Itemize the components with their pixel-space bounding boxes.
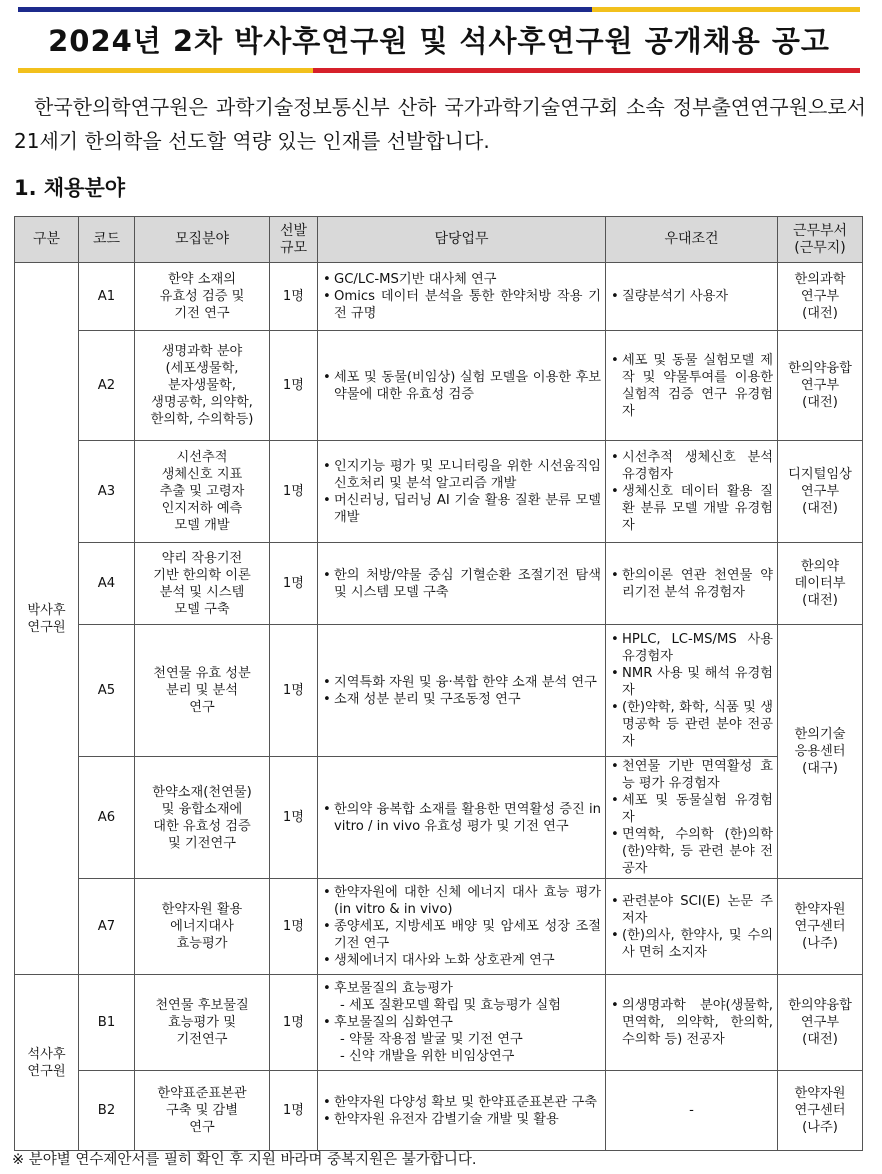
- section-heading: 1. 채용분야: [14, 176, 126, 200]
- header-category: 구분: [15, 217, 79, 263]
- bullet-item: • GC/LC-MS기반 대사체 연구: [334, 271, 601, 288]
- line: 기전 연구: [174, 306, 230, 321]
- line: 모델 개발: [174, 518, 230, 533]
- dept-cell: [778, 543, 863, 625]
- bullet-list: [610, 288, 773, 305]
- table-row: [15, 441, 863, 543]
- line: 약리 작용기전: [161, 550, 243, 566]
- line: 한약자원 활용: [161, 902, 243, 917]
- line: 연구부: [800, 289, 840, 304]
- bullet-item: • 천연물 기반 면역활성 효능 평가 유경험자: [622, 758, 773, 792]
- prefs-cell: [606, 543, 778, 625]
- table-row: [15, 625, 863, 757]
- line: 구축 및 감별: [165, 1103, 239, 1118]
- bullet-item: • 세포 및 동물 실험모델 제작 및 약물투여를 이용한 실험적 검증 연구 유경험자: [622, 352, 773, 420]
- bullet-item: • (한)약학, 화학, 식품 및 생명공학 등 관련 분야 전공자: [622, 699, 773, 750]
- line: (세포생물학,: [165, 361, 239, 376]
- dept-cell: [778, 331, 863, 441]
- bullet-list: [322, 458, 601, 526]
- bullet-text: 후보물질의 심화연구: [334, 1015, 453, 1030]
- bullet-list: [322, 271, 601, 322]
- count-cell: 1명: [270, 1071, 318, 1151]
- title-bottom-stripe: [18, 68, 860, 73]
- table-row: [15, 1071, 863, 1151]
- duties-cell: [318, 543, 606, 625]
- code-cell: B1: [79, 975, 135, 1071]
- line: (나주): [802, 936, 838, 951]
- line: (대전): [802, 306, 838, 321]
- sub-item: - 신약 개발을 위한 비임상연구: [340, 1049, 515, 1064]
- bullet-item: • 한의 처방/약물 중심 기혈순환 조절기전 탐색 및 시스템 모델 구축: [334, 567, 601, 601]
- bullet-item: [334, 980, 601, 1014]
- line: 응용센터: [794, 744, 846, 759]
- line: 기전연구: [176, 1032, 228, 1047]
- bullet-item: [334, 1014, 601, 1065]
- line: 한약소재(천연물): [152, 784, 252, 800]
- bullet-item: • 소재 성분 분리 및 구조동정 연구: [334, 691, 601, 708]
- code-cell: B2: [79, 1071, 135, 1151]
- duties-cell: [318, 975, 606, 1071]
- code-cell: A5: [79, 625, 135, 757]
- dept-cell: [778, 879, 863, 975]
- dept-cell: [778, 1071, 863, 1151]
- line: 천연물 후보물질: [155, 998, 249, 1013]
- line: (대전): [802, 501, 838, 516]
- duties-cell: [318, 331, 606, 441]
- line: 에너지대사: [170, 919, 234, 934]
- header-code: 코드: [79, 217, 135, 263]
- line: 연구센터: [794, 1103, 846, 1118]
- table-row: [15, 263, 863, 331]
- table-row: [15, 331, 863, 441]
- header-prefs: 우대조건: [606, 217, 778, 263]
- line: (나주): [802, 1120, 838, 1135]
- bullet-item: • 한의약 융복합 소재를 활용한 면역활성 증진 in vitro / in vivo 유효성 평가 및 기전 연구: [334, 801, 601, 835]
- bullet-item: • 한의이론 연관 천연물 약리기전 분석 유경험자: [622, 567, 773, 601]
- line: 분석 및 시스템: [159, 584, 245, 600]
- prefs-cell: [606, 441, 778, 543]
- field-cell: [135, 331, 270, 441]
- prefs-cell: [606, 263, 778, 331]
- line: 연구부: [800, 1015, 840, 1030]
- count-cell: 1명: [270, 757, 318, 879]
- line: 유효성 검증 및: [159, 289, 245, 304]
- line: 시선추적: [176, 450, 228, 465]
- field-cell: [135, 625, 270, 757]
- bullet-item: • 인지기능 평가 및 모니터링을 위한 시선움직임 신호처리 및 분석 알고리즘 개발: [334, 458, 601, 492]
- line: 한의약융합: [788, 361, 852, 376]
- duties-cell: [318, 757, 606, 879]
- duties-cell: [318, 879, 606, 975]
- bullet-item: • 머신러닝, 딥러닝 AI 기술 활용 질환 분류 모델 개발: [334, 492, 601, 526]
- count-cell: 1명: [270, 975, 318, 1071]
- bullet-list: [322, 567, 601, 601]
- bullet-list: [610, 631, 773, 750]
- bullet-list: [322, 980, 601, 1065]
- line: 한의과학: [794, 272, 846, 287]
- line: 연구부: [800, 378, 840, 393]
- line: (대구): [802, 761, 838, 776]
- duties-cell: [318, 1071, 606, 1151]
- prefs-cell: [606, 975, 778, 1071]
- count-cell: 1명: [270, 543, 318, 625]
- line: 기반 한의학 이론: [153, 567, 251, 583]
- bullet-item: • 지역특화 자원 및 융·복합 한약 소재 분석 연구: [334, 674, 601, 691]
- bullet-item: • 한약자원에 대한 신체 에너지 대사 효능 평가 (in vitro & in vivo): [334, 884, 601, 918]
- count-cell: 1명: [270, 879, 318, 975]
- code-cell: A7: [79, 879, 135, 975]
- bullet-item: • 세포 및 동물실험 유경험자: [622, 792, 773, 826]
- line: 효능평가 및: [168, 1015, 236, 1030]
- line: 모델 구축: [174, 601, 230, 617]
- duties-cell: [318, 441, 606, 543]
- bullet-list: [322, 1094, 601, 1128]
- code-cell: A3: [79, 441, 135, 543]
- field-cell: [135, 879, 270, 975]
- header-dept: 근무부서 (근무지): [778, 217, 863, 263]
- line: (대전): [802, 593, 838, 608]
- line: 및 기전연구: [168, 835, 236, 851]
- bullet-list: [322, 801, 601, 835]
- line: 천연물 유효 성분: [153, 666, 251, 681]
- footnote: ※ 분야별 연수제안서를 필히 확인 후 지원 바라며 중복지원은 불가합니다.: [12, 1152, 477, 1168]
- line: 분자생물학,: [168, 378, 236, 393]
- table-row: [15, 757, 863, 879]
- bullet-item: • 세포 및 동물(비임상) 실험 모델을 이용한 후보약물에 대한 유효성 검증: [334, 369, 601, 403]
- bullet-list: [610, 997, 773, 1048]
- count-cell: 1명: [270, 625, 318, 757]
- prefs-cell: [606, 879, 778, 975]
- line: 효능평가: [176, 936, 228, 951]
- line: 한약 소재의: [168, 272, 236, 287]
- line: 연구부: [800, 484, 840, 499]
- dept-cell: [778, 441, 863, 543]
- duties-cell: [318, 625, 606, 757]
- line: 디지털임상: [788, 467, 852, 482]
- dept-cell: [778, 975, 863, 1071]
- code-cell: A1: [79, 263, 135, 331]
- field-cell: [135, 757, 270, 879]
- category-cell: 박사후 연구원: [15, 263, 79, 975]
- bullet-item: • 종양세포, 지방세포 배양 및 암세포 성장 조절 기전 연구: [334, 918, 601, 952]
- line: 분리 및 분석: [165, 683, 239, 698]
- table-row: [15, 879, 863, 975]
- code-cell: A4: [79, 543, 135, 625]
- bullet-list: [322, 674, 601, 708]
- field-cell: [135, 441, 270, 543]
- page-title: 2024년 2차 박사후연구원 및 석사후연구원 공개채용 공고: [48, 23, 830, 58]
- line: 연구: [189, 1120, 215, 1135]
- line: 생체신호 지표: [161, 467, 243, 482]
- bullet-item: • 생체에너지 대사와 노화 상호관계 연구: [334, 952, 601, 969]
- bullet-list: [322, 369, 601, 403]
- bullet-list: [610, 449, 773, 534]
- field-cell: [135, 1071, 270, 1151]
- table-row: [15, 543, 863, 625]
- bullet-list: [610, 758, 773, 877]
- line: 연구센터: [794, 919, 846, 934]
- table-row: [15, 975, 863, 1071]
- sub-item: - 세포 질환모델 확립 및 효능평가 실험: [340, 998, 561, 1013]
- field-cell: [135, 263, 270, 331]
- prefs-cell: [606, 757, 778, 879]
- line: 생명과학 분야: [161, 344, 243, 359]
- line: 추출 및 고령자: [159, 484, 245, 499]
- dept-cell: [778, 625, 863, 879]
- line: 데이터부: [794, 576, 846, 591]
- field-cell: [135, 543, 270, 625]
- line: 연구: [189, 700, 215, 715]
- line: 한약표준표본관: [157, 1086, 247, 1101]
- count-cell: 1명: [270, 441, 318, 543]
- line: 한의약융합: [788, 998, 852, 1013]
- line: 한의기술: [794, 727, 846, 742]
- prefs-cell: -: [606, 1071, 778, 1151]
- bullet-list: [610, 567, 773, 601]
- line: 생명공학, 의약학,: [151, 395, 253, 410]
- header-field: 모집분야: [135, 217, 270, 263]
- code-cell: A2: [79, 331, 135, 441]
- line: 한의약: [800, 559, 840, 574]
- line: (대전): [802, 395, 838, 410]
- line: 한약자원: [794, 902, 846, 917]
- count-cell: 1명: [270, 331, 318, 441]
- line: 한약자원: [794, 1086, 846, 1101]
- bullet-list: [610, 352, 773, 420]
- line: 한의학, 수의학등): [150, 412, 254, 427]
- table-header-row: [15, 217, 863, 263]
- count-cell: 1명: [270, 263, 318, 331]
- bullet-item: • 의생명과학 분야(생물학, 면역학, 의약학, 한의학, 수의학 등) 전공자: [622, 997, 773, 1048]
- category-cell: 석사후 연구원: [15, 975, 79, 1151]
- bullet-item: • (한)의사, 한약사, 및 수의사 면허 소지자: [622, 927, 773, 961]
- line: 및 융합소재에: [161, 801, 243, 817]
- bullet-item: • 시선추적 생체신호 분석 유경험자: [622, 449, 773, 483]
- bullet-item: • 생체신호 데이터 활용 질환 분류 모델 개발 유경험자: [622, 483, 773, 534]
- bullet-item: • 한약자원 유전자 감별기술 개발 및 활용: [334, 1111, 601, 1128]
- bullet-item: • HPLC, LC-MS/MS 사용 유경험자: [622, 631, 773, 665]
- header-duties: 담당업무: [318, 217, 606, 263]
- header-count: 선발 규모: [270, 217, 318, 263]
- sub-item: - 약물 작용점 발굴 및 기전 연구: [340, 1032, 523, 1047]
- code-cell: A6: [79, 757, 135, 879]
- bullet-item: • 질량분석기 사용자: [622, 288, 773, 305]
- bullet-text: 후보물질의 효능평가: [334, 981, 453, 996]
- bullet-item: • 한약자원 다양성 확보 및 한약표준표본관 구축: [334, 1094, 601, 1111]
- bullet-item: • Omics 데이터 분석을 통한 한약처방 작용 기전 규명: [334, 288, 601, 322]
- bullet-list: [610, 893, 773, 961]
- duties-cell: [318, 263, 606, 331]
- intro-paragraph: 한국한의학연구원은 과학기술정보통신부 산하 국가과학기술연구회 소속 정부출연연구원으로서 21세기 한의학을 선도할 역량 있는 인재를 선발합니다.: [14, 95, 866, 153]
- prefs-cell: [606, 331, 778, 441]
- line: (대전): [802, 1032, 838, 1047]
- bullet-item: • 면역학, 수의학 (한)의학 (한)약학, 등 관련 분야 전공자: [622, 826, 773, 877]
- recruitment-table: [14, 216, 863, 1151]
- bullet-item: • 관련분야 SCI(E) 논문 주저자: [622, 893, 773, 927]
- bullet-list: [322, 884, 601, 969]
- prefs-cell: [606, 625, 778, 757]
- line: 대한 유효성 검증: [153, 818, 251, 834]
- field-cell: [135, 975, 270, 1071]
- dept-cell: [778, 263, 863, 331]
- bullet-item: • NMR 사용 및 해석 유경험자: [622, 665, 773, 699]
- line: 인지저하 예측: [161, 501, 243, 516]
